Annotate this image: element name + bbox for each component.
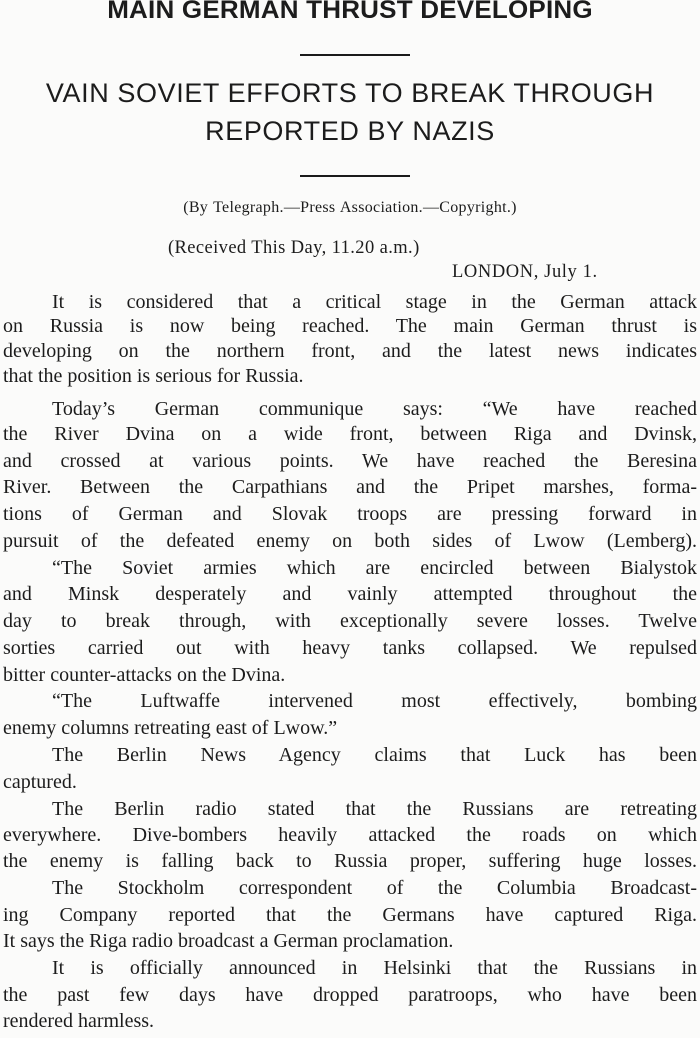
body-line: day to break through, with exceptionally severe losses. Twelve	[3, 610, 697, 632]
body-line: everywhere. Dive-bombers heavily attacked the roads on which	[3, 824, 697, 846]
body-line: enemy columns retreating east of Lwow.”	[3, 717, 338, 739]
body-line: The Berlin News Agency claims that Luck has been	[52, 744, 697, 766]
body-line: pursuit of the defeated enemy on both sides of Lwow (Lemberg).	[3, 530, 697, 552]
body-line: and crossed at various points. We have reached the Beresina	[3, 450, 697, 472]
body-line: bitter counter-attacks on the Dvina.	[3, 664, 286, 686]
body-line: developing on the northern front, and the latest news indicates	[3, 340, 697, 362]
body-line: The Berlin radio stated that the Russians are retreating	[52, 798, 697, 820]
body-line: ing Company reported that the Germans have captured Riga.	[3, 904, 697, 926]
body-line: “The Soviet armies which are encircled between Bialystok	[52, 557, 697, 579]
body-line: It says the Riga radio broadcast a German proclamation.	[3, 930, 454, 952]
body-line: rendered harmless.	[3, 1010, 155, 1032]
body-line: on Russia is now being reached. The main German thrust is	[3, 315, 697, 337]
wire-credit: (By Telegraph.—Press Association.—Copyright.)	[183, 199, 517, 216]
body-line: sorties carried out with heavy tanks collapsed. We repulsed	[3, 637, 697, 659]
body-line: “The Luftwaffe intervened most effectively, bombing	[52, 690, 697, 712]
dateline: LONDON, July 1.	[452, 262, 598, 282]
body-line: the past few days have dropped paratroops, who have been	[3, 984, 697, 1006]
body-line: The Stockholm correspondent of the Columbia Broadcast-	[52, 877, 697, 899]
subheadline-line-2: REPORTED BY NAZIS	[205, 116, 495, 146]
body-line: River. Between the Carpathians and the Pripet marshes, forma-	[3, 476, 697, 498]
body-line: tions of German and Slovak troops are pressing forward in	[3, 503, 697, 525]
subheadline-divider	[300, 175, 410, 177]
body-line: the River Dvina on a wide front, between Riga and Dvinsk,	[3, 423, 697, 445]
body-line: captured.	[3, 771, 77, 793]
headline-divider	[300, 54, 410, 56]
headline: MAIN GERMAN THRUST DEVELOPING	[107, 0, 593, 24]
body-line: the enemy is falling back to Russia proper, suffering huge losses.	[3, 850, 697, 872]
subheadline-line-1: VAIN SOVIET EFFORTS TO BREAK THROUGH	[45, 78, 655, 108]
body-line: It is considered that a critical stage in the German attack	[52, 291, 697, 313]
body-line: Today’s German communique says: “We have reached	[52, 398, 697, 420]
body-line: that the position is serious for Russia.	[3, 365, 304, 387]
body-line: and Minsk desperately and vainly attempted throughout the	[3, 583, 697, 605]
body-line: It is officially announced in Helsinki that the Russians in	[52, 957, 697, 979]
received-time: (Received This Day, 11.20 a.m.)	[168, 238, 420, 258]
